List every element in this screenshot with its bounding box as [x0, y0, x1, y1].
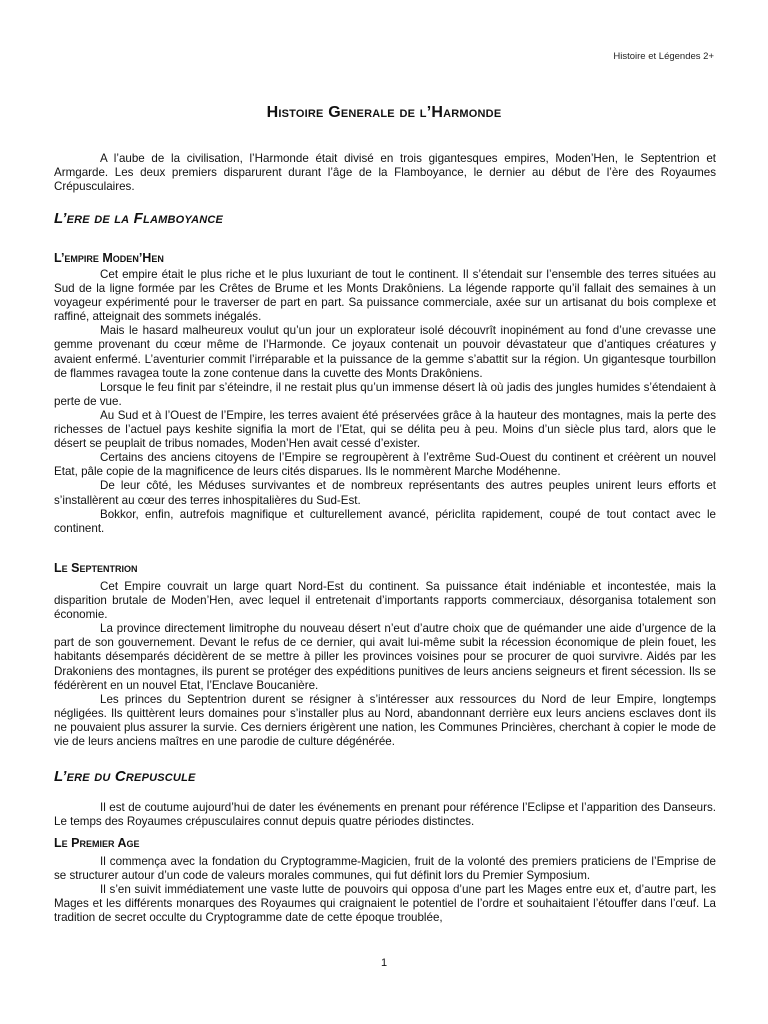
paragraph: De leur côté, les Méduses survivantes et de nombreux représentants des autres peuples unirent leurs efforts et s’installèrent au cœur des terres inhospitalières du Sud-Est.	[54, 479, 716, 507]
subsection-heading: Le Septentrion	[54, 561, 138, 575]
intro-paragraph: A l’aube de la civilisation, l’Harmonde était divisé en trois gigantesques empires, Moden’Hen, le Septentrion et Armgarde. Les deux premiers disparurent durant l’âge de la Flamboyance, le dernier au début de l’ère des Royaumes Crépusculaires.	[54, 152, 716, 194]
subsection-premier-age	[54, 836, 716, 925]
section-heading: L’ere du Crepuscule	[54, 768, 196, 785]
paragraph: Cet Empire couvrait un large quart Nord-Est du continent. Sa puissance était indéniable et incontestée, mais la disparition brutale de Moden’Hen, avec lequel il entretenait d’importants rapports commerciaux, désorganisa totalement son économie.	[54, 580, 716, 622]
paragraph: Au Sud et à l’Ouest de l’Empire, les terres avaient été préservées grâce à la hauteur des montagnes, mais la perte des richesses de l’actuel pays keshite signifia la mort de l’Etat, qui se délita peu à peu. Moins d’un siècle plus tard, alors que le désert se peuplait de tribus nomades, Moden’Hen avait cessé d’exister.	[54, 408, 716, 451]
running-header: Histoire et Légendes 2+	[613, 51, 714, 62]
paragraph: Lorsque le feu finit par s’éteindre, il ne restait plus qu’un immense désert là où jadis des jungles humides s’étendaient à perte de vue.	[54, 380, 716, 408]
paragraph: La province directement limitrophe du nouveau désert n’eut d’autre choix que de quémander une aide d’urgence de la part de son gouvernement. Devant le refus de ce dernier, qui avait lui-même subit la récession économique de plein fouet, les habitants désemparés décidèrent de se mettre à piller les provinces voisines pour se procurer de quoi survivre. Aidés par les Drakoniens des montagnes, ils purent se protéger des expéditions punitives de leurs anciens seigneurs et firent sécession. Ils se fédérèrent en un nouvel Etat, l’Enclave Boucanière.	[54, 622, 716, 692]
paragraph: Bokkor, enfin, autrefois magnifique et culturellement avancé, périclita rapidement, coupé de tout contact avec le continent.	[54, 507, 716, 535]
paragraph: Il s’en suivit immédiatement une vaste lutte de pouvoirs qui opposa d’une part les Mages entre eux et, d’autre part, les Mages et les différents monarques des Royaumes qui craignaient le potentiel de l’ordre et souhaitaient l’étouffer dans l’œuf. La tradition de secret occulte du Cryptogramme date de cette époque troublée,	[54, 883, 716, 925]
subsection-modenhen	[54, 251, 716, 536]
intro-block	[54, 152, 716, 194]
paragraph: Il commença avec la fondation du Cryptogramme-Magicien, fruit de la volonté des premiers praticiens de l’Emprise de se structurer autour d’un code de valeurs morales communes, qui fut définit lors du Premier Symposium.	[54, 855, 716, 883]
paragraph: Mais le hasard malheureux voulut qu’un jour un explorateur isolé découvrît inopinément au fond d’une crevasse une gemme provenant du cœur même de l’Harmonde. Ce joyaux contenait un pouvoir dévastateur que d’antiques créatures y avaient enfermé. L’aventurier commit l’irréparable et la puissance de la gemme s’abattit sur la région. Un gigantesque tourbillon de flammes ravagea toute la zone contenue dans la cuvette des Monts Drakôniens.	[54, 324, 716, 380]
page-title: Histoire Generale de l’Harmonde	[266, 104, 502, 121]
paragraph: Les princes du Septentrion durent se résigner à s’intéresser aux ressources du Nord de leur Empire, longtemps négligées. Ils quittèrent leurs domaines pour s’installer plus au Nord, abandonnant derrière eux leurs anciens esclaves dont ils ne pouvaient plus assurer la survie. Ces derniers érigèrent une nation, les Communes Princières, cherchant à copier le mode de vie de leurs anciens maîtres en une parodie de culture dégénérée.	[54, 692, 716, 749]
subsection-septentrion	[54, 561, 716, 749]
paragraph: Cet empire était le plus riche et le plus luxuriant de tout le continent. Il s’étendait sur l’ensemble des terres situées au Sud de la ligne formée par les Crêtes de Brume et les Monts Drakôniens. La légende rapporte qu’il fallait des semaines à un voyageur expérimenté pour le traverser de part en part. Sa puissance commerciale, axée sur un artisanat du bois complexe et raffiné, atteignait des sommets inégalés.	[54, 268, 716, 324]
paragraph: Il est de coutume aujourd’hui de dater les événements en prenant pour référence l’Eclipse et l’apparition des Danseurs. Le temps des Royaumes crépusculaires connut depuis quatre périodes distinctes.	[54, 801, 716, 829]
crepuscule-intro-block	[54, 801, 716, 829]
section-heading: L’ere de la Flamboyance	[54, 210, 224, 227]
subsection-heading: L’empire Moden’Hen	[54, 251, 164, 265]
paragraph: Certains des anciens citoyens de l’Empire se regroupèrent à l’extrême Sud-Ouest du continent et créèrent un nouvel Etat, pâle copie de la magnificence de leurs cités disparues. Ils le nommèrent Marche Modéhenne.	[54, 451, 716, 479]
page-number: 1	[380, 957, 388, 969]
section-flamboyance	[54, 210, 716, 227]
subsection-heading: Le Premier Age	[54, 836, 140, 850]
section-crepuscule	[54, 768, 716, 785]
